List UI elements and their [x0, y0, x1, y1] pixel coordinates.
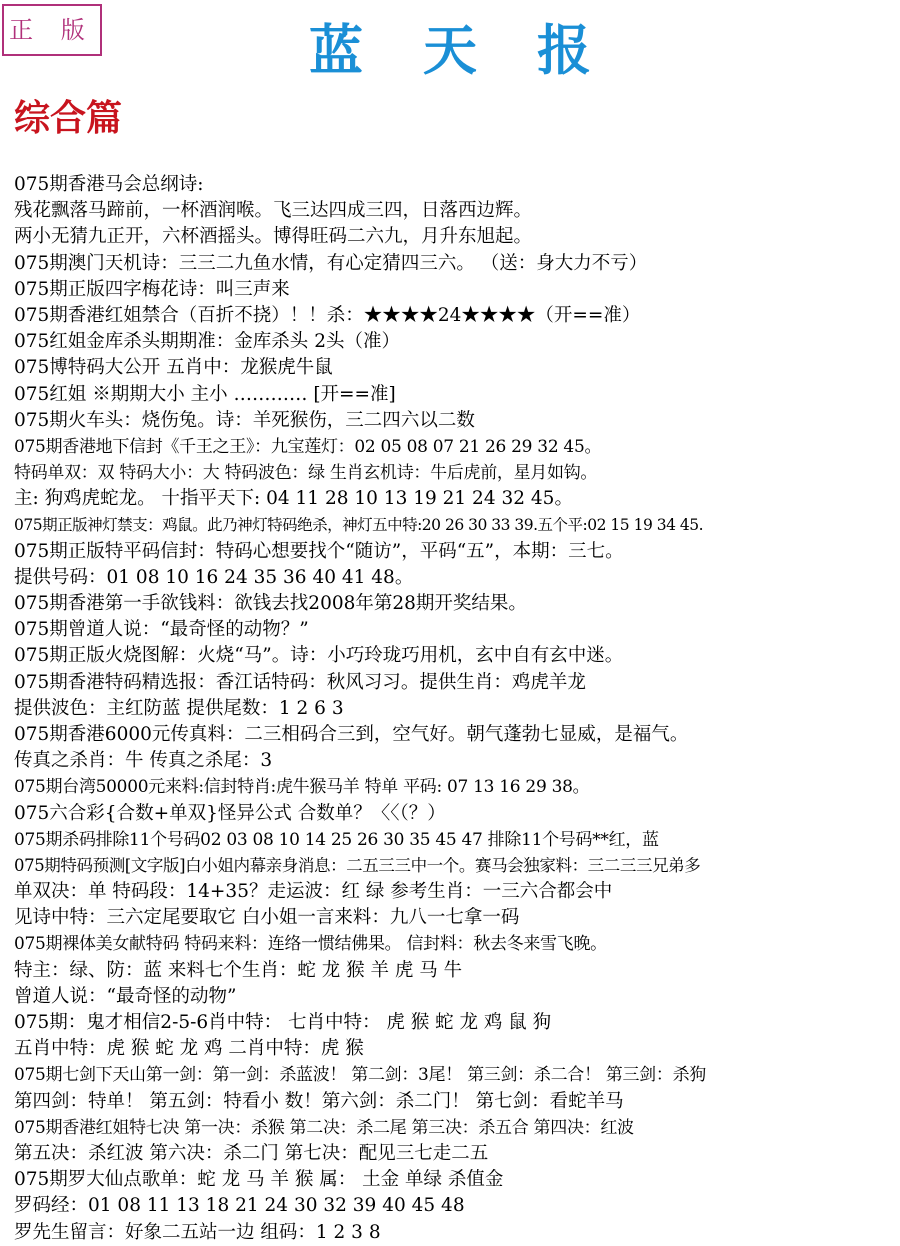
text-line: 罗码经：01 08 11 13 18 21 24 30 32 39 40 45 48: [14, 1195, 465, 1217]
text-line: 两小无猜九正开，六杯酒摇头。博得旺码二六九，月升东旭起。: [14, 226, 533, 248]
article-body: [14, 172, 900, 1246]
text-line: 075期裸体美女献特码 特码来料：连络一惯结佛果。 信封料：秋去冬来雪飞晚。: [14, 934, 607, 955]
text-line: 075期香港红姐禁合（百折不挠）！！杀：★★★★24★★★★（开==准）: [14, 304, 641, 326]
text-line: 主: 狗鸡虎蛇龙。 十指平天下: 04 11 28 10 13 19 21 24 32 45。: [14, 488, 573, 510]
text-line: 见诗中特：三六定尾要取它 白小姐一言来料：九八一七拿一码: [14, 907, 520, 929]
text-line: 075期台湾50000元来料:信封特肖:虎牛猴马羊 特单 平码: 07 13 16 29 38。: [14, 777, 590, 798]
text-line: 曾道人说：“最奇怪的动物”: [14, 985, 237, 1007]
text-line: 特码单双：双 特码大小：大 特码波色：绿 生肖玄机诗：牛后虎前，星月如钩。: [14, 463, 598, 484]
text-line: 罗先生留言：好象二五站一边 组码：1 2 3 8: [14, 1221, 381, 1243]
text-line: 075期正版火烧图解：火烧“马”。诗：小巧玲珑巧用机，玄中自有玄中迷。: [14, 645, 624, 667]
text-line: 075期七剑下天山第一剑：第一剑：杀蓝波！ 第二剑：3尾！ 第三剑：杀二合！ 第三剑：杀狗: [14, 1065, 706, 1086]
text-line: 075期香港地下信封《千王之王》：九宝莲灯：02 05 08 07 21 26 29 32 45。: [14, 436, 602, 457]
text-line: 075红姐 ※期期大小 主小 ………… [开==准]: [14, 383, 396, 405]
text-line: 075红姐金库杀头期期准：金库杀头 2头（准）: [14, 331, 400, 353]
text-line: 075期香港特码精选报：香江话特码：秋风习习。提供生肖：鸡虎羊龙: [14, 671, 586, 693]
text-line: 075六合彩{合数+单双}怪异公式 合数单？〈〈（？）: [14, 802, 446, 824]
text-line: 075期火车头：烧伤兔。诗：羊死猴伤，三二四六以二数: [14, 409, 475, 431]
text-line: 第五决：杀红波 第六决：杀二门 第七决：配见三七走二五: [14, 1142, 489, 1164]
text-line: 075期澳门天机诗：三三二九鱼水情，有心定猜四三六。 （送：身大力不亏）: [14, 252, 648, 274]
authentic-badge: 正 版: [2, 4, 102, 56]
text-line: 075期罗大仙点歌单：蛇 龙 马 羊 猴 属： 土金 单绿 杀值金: [14, 1169, 504, 1191]
text-line: 075期香港第一手欲钱料：欲钱去找2008年第28期开奖结果。: [14, 593, 527, 614]
text-line: 单双决：单 特码段：14+35？走运波：红 绿 参考生肖：一三六合都会中: [14, 881, 613, 903]
text-line: 075期香港马会总纲诗:: [14, 174, 204, 195]
text-line: 075期正版四字梅花诗：叫三声来: [14, 278, 290, 300]
text-line: 075期曾道人说：“最奇怪的动物？”: [14, 619, 309, 641]
text-line: 五肖中特：虎 猴 蛇 龙 鸡 二肖中特：虎 猴: [14, 1038, 364, 1060]
text-line: 075期正版特平码信封：特码心想要找个“随访”，平码“五”，本期：三七。: [14, 540, 624, 562]
text-line: 提供号码：01 08 10 16 24 35 36 40 41 48。: [14, 566, 414, 588]
text-line: 075期香港红姐特七决 第一决：杀猴 第二决：杀二尾 第三决：杀五合 第四决：红波: [14, 1117, 634, 1138]
text-line: 075期特码预测[文字版]白小姐内幕亲身消息：二五三三中一个。赛马会独家料：三二三三兄弟多: [14, 855, 701, 875]
text-line: 075期正版神灯禁支：鸡鼠。此乃神灯特码绝杀，神灯五中特:20 26 30 33 39.五个平:02 15 19 34 45.: [14, 516, 704, 535]
text-line: 075期香港6000元传真料：二三相码合三到，空气好。朝气蓬勃七显威，是福气。: [14, 723, 689, 745]
text-line: 残花飘落马蹄前，一杯酒润喉。飞三达四成三四，日落西边辉。: [14, 200, 533, 222]
text-line: 第四剑：特单！ 第五剑：特看小 数！第六剑：杀二门！ 第七剑：看蛇羊马: [14, 1090, 624, 1112]
page-title: 蓝天报: [309, 18, 651, 82]
section-heading: 综合篇: [14, 97, 123, 139]
text-line: 提供波色：主红防蓝 提供尾数：1 2 6 3: [14, 697, 344, 719]
text-line: 特主：绿、防：蓝 来料七个生肖：蛇 龙 猴 羊 虎 马 牛: [14, 959, 463, 981]
text-line: 075期：鬼才相信2-5-6肖中特： 七肖中特： 虎 猴 蛇 龙 鸡 鼠 狗: [14, 1012, 552, 1033]
text-line: 075博特码大公开 五肖中：龙猴虎牛鼠: [14, 357, 333, 379]
text-line: 传真之杀肖：牛 传真之杀尾：3: [14, 750, 273, 772]
text-line: 075期杀码排除11个号码02 03 08 10 14 25 26 30 35 45 47 排除11个号码**红，蓝: [14, 829, 659, 850]
